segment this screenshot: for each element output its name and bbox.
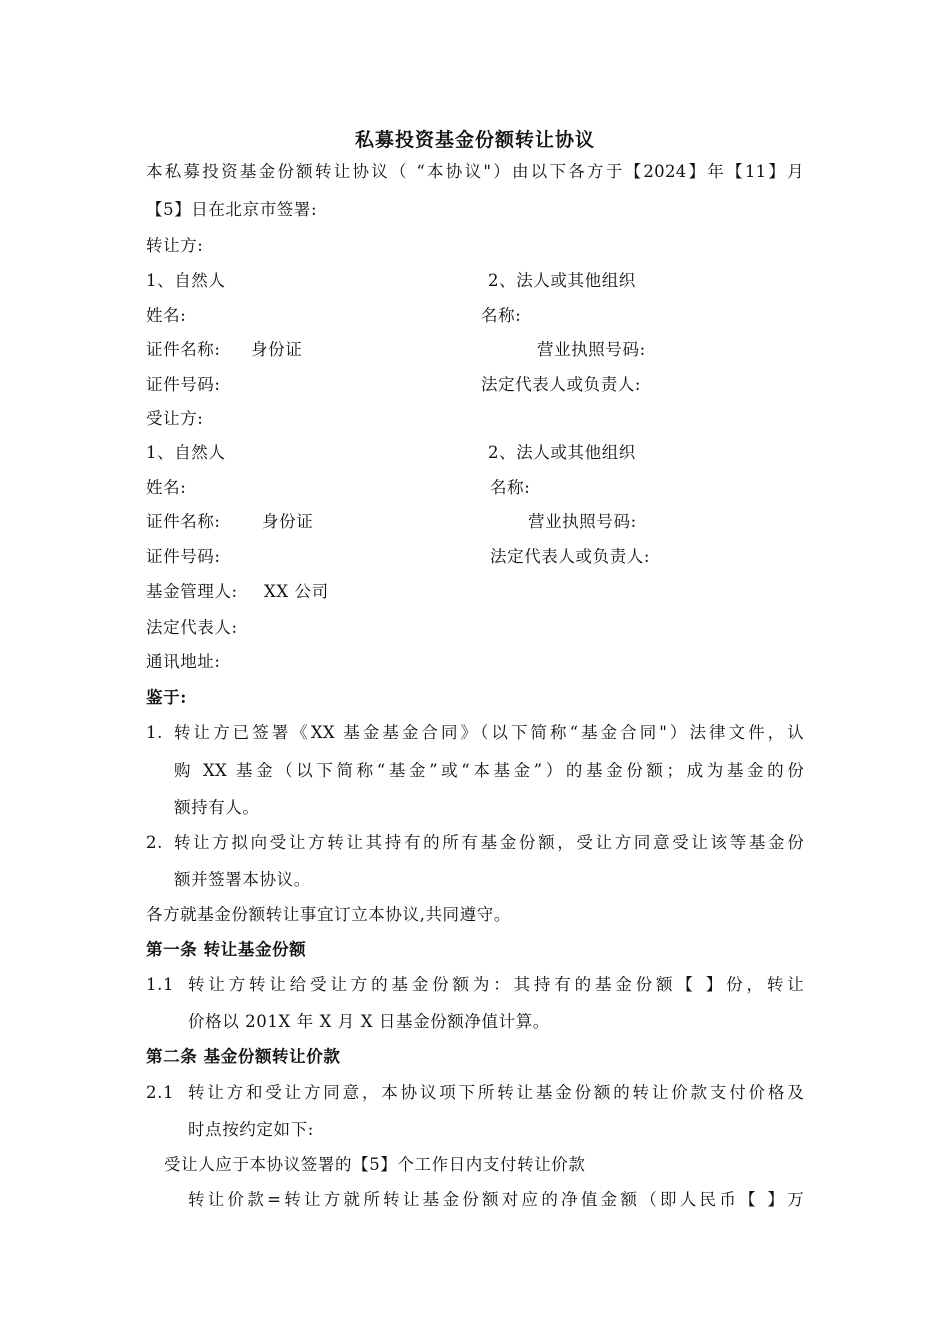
transferor-legal-label: 2、法人或其他组织: [488, 271, 636, 290]
whereas-item-2-line-2: 额并签署本协议。: [174, 870, 311, 889]
article-1-clause-line-2: 价格以 201X 年 X 月 X 日基金份额净值计算。: [188, 1012, 550, 1031]
whereas-item-1-line-3: 额持有人。: [174, 798, 260, 817]
transferor-id-type-label: 证件名称:: [146, 340, 221, 359]
whereas-item-2-number: 2.: [146, 833, 163, 852]
article-1-clause-number: 1.1: [146, 975, 175, 994]
article-2-clause-line-1: 转让方和受让方同意，本协议项下所转让基金份额的转让价款支付价格及: [188, 1083, 804, 1102]
article-2-clause-number: 2.1: [146, 1083, 175, 1102]
transferee-id-type-label: 证件名称:: [146, 512, 221, 531]
transferee-id-type-value: 身份证: [262, 512, 314, 531]
article-1-clause-line-1: 转让方转让给受让方的基金份额为：其持有的基金份额【 】份，转让: [188, 975, 804, 994]
transferor-id-type-value: 身份证: [251, 340, 303, 359]
transferor-org-name-field: 名称:: [481, 306, 522, 325]
transferee-natural-label: 1、自然人: [146, 443, 226, 462]
transferor-license-field: 营业执照号码:: [537, 340, 646, 359]
manager-address-field: 通讯地址:: [146, 652, 221, 671]
transferor-heading: 转让方:: [146, 236, 204, 255]
transferee-org-name-field: 名称:: [490, 478, 531, 497]
transferor-natural-label: 1、自然人: [146, 271, 226, 290]
transferee-legal-label: 2、法人或其他组织: [488, 443, 636, 462]
transferee-id-number-field: 证件号码:: [146, 547, 221, 566]
article-2-heading: 第二条 基金份额转让价款: [146, 1047, 341, 1066]
transferee-name-field: 姓名:: [146, 478, 187, 497]
intro-line-2: 【5】日在北京市签署:: [146, 200, 318, 219]
transferor-name-field: 姓名:: [146, 306, 187, 325]
whereas-closing: 各方就基金份额转让事宜订立本协议,共同遵守。: [146, 905, 511, 924]
article-2-price-formula: 转让价款=转让方就所转让基金份额对应的净值金额（即人民币【 】万: [188, 1190, 804, 1209]
document-title: 私募投资基金份额转让协议: [354, 129, 595, 151]
transferor-rep-field: 法定代表人或负责人:: [481, 375, 642, 394]
whereas-item-1-number: 1.: [146, 723, 163, 742]
transferee-heading: 受让方:: [146, 409, 204, 428]
transferee-license-field: 营业执照号码:: [528, 512, 637, 531]
intro-line-1: 本私募投资基金份额转让协议（ “本协议"）由以下各方于【2024】年【11】月: [146, 162, 804, 181]
whereas-item-1-line-2: 购 XX 基金（以下简称“基金”或“本基金”）的基金份额；成为基金的份: [174, 761, 804, 780]
transferor-id-number-field: 证件号码:: [146, 375, 221, 394]
whereas-item-2-line-1: 转让方拟向受让方转让其持有的所有基金份额，受让方同意受让该等基金份: [174, 833, 804, 852]
manager-rep-field: 法定代表人:: [146, 618, 238, 637]
manager-value: XX 公司: [264, 582, 329, 601]
transferee-rep-field: 法定代表人或负责人:: [490, 547, 651, 566]
article-2-clause-line-2: 时点按约定如下:: [188, 1120, 314, 1139]
article-1-heading: 第一条 转让基金份额: [146, 940, 307, 959]
whereas-heading: 鉴于:: [146, 688, 187, 707]
whereas-item-1-line-1: 转让方已签署《XX 基金基金合同》（以下简称“基金合同"）法律文件，认: [174, 723, 804, 742]
manager-label: 基金管理人:: [146, 582, 238, 601]
article-2-payment-term: 受让人应于本协议签署的【5】个工作日内支付转让价款: [164, 1155, 586, 1174]
